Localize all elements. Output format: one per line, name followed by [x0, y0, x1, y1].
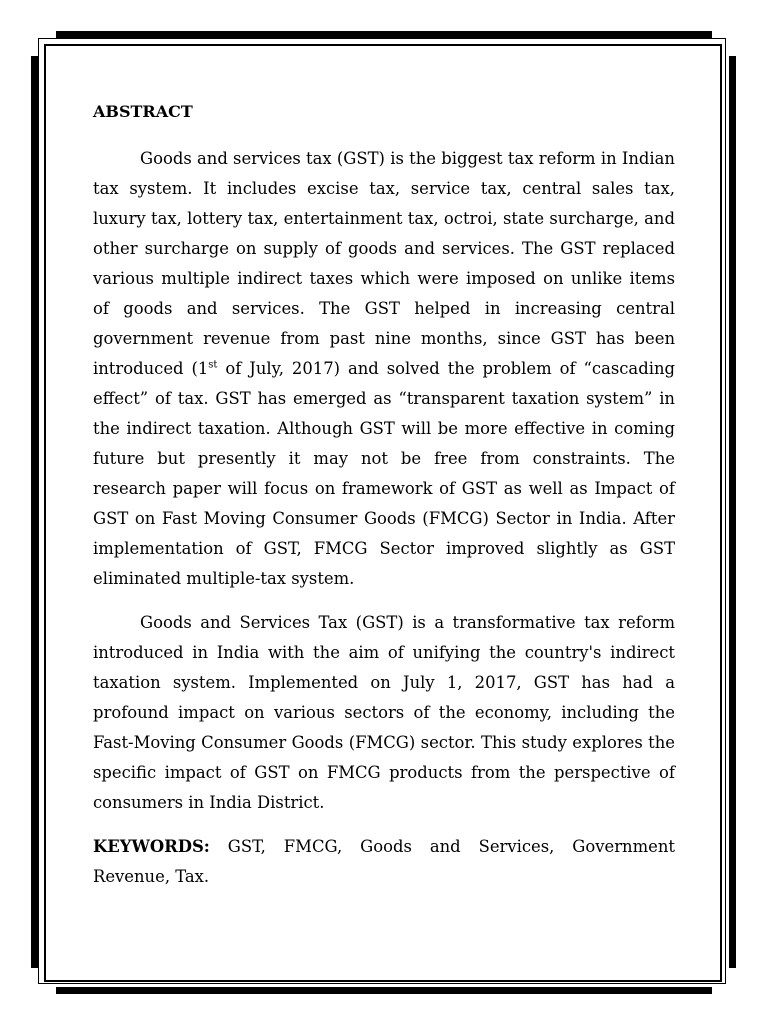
ordinal-superscript: st — [208, 359, 218, 371]
keywords-line — [93, 832, 675, 892]
border-left-band — [31, 56, 38, 968]
keywords-label: KEYWORDS: — [93, 837, 210, 856]
abstract-paragraph-2: Goods and Services Tax (GST) is a transformative tax reform introduced in India with the aim of unifying the country's indirect taxation system. Implemented on July 1, 2017, GST has had a profound impact on various sectors of the economy, including the Fast-Moving Consumer Goods (FMCG) sector. This study explores the specific impact of GST on FMCG products from the perspective of consumers in India District. — [93, 613, 675, 812]
abstract-heading: ABSTRACT — [93, 102, 193, 121]
border-bottom-band — [56, 987, 712, 994]
paragraph-1-text-end: of July, 2017) and solved the problem of “cascading effect” of tax. GST has emerged as “transparent taxation system” in the indirect taxation. Although GST will be more effective in coming future but presently it may not be free from constraints. The research paper will focus on framework of GST as well as Impact of GST on Fast Moving Consumer Goods (FMCG) Sector in India. After implementation of GST, FMCG Sector improved slightly as GST eliminated multiple-tax system. — [93, 359, 675, 588]
border-top-band — [56, 31, 712, 38]
border-right-band — [729, 56, 736, 968]
keywords-list: GST, FMCG, Goods and Services, Government Revenue, Tax. — [93, 837, 675, 886]
abstract-section — [93, 100, 675, 892]
paragraph-1-text-start: Goods and services tax (GST) is the biggest tax reform in Indian tax system. It includes excise tax, service tax, central sales tax, luxury tax, lottery tax, entertainment tax, octroi, state surcharge, and other surcharge on supply of goods and services. The GST replaced various multiple indirect taxes which were imposed on unlike items of goods and services. The GST helped in increasing central government revenue from past nine months, since GST has been introduced (1 — [93, 149, 675, 378]
abstract-paragraph-1 — [93, 144, 675, 594]
